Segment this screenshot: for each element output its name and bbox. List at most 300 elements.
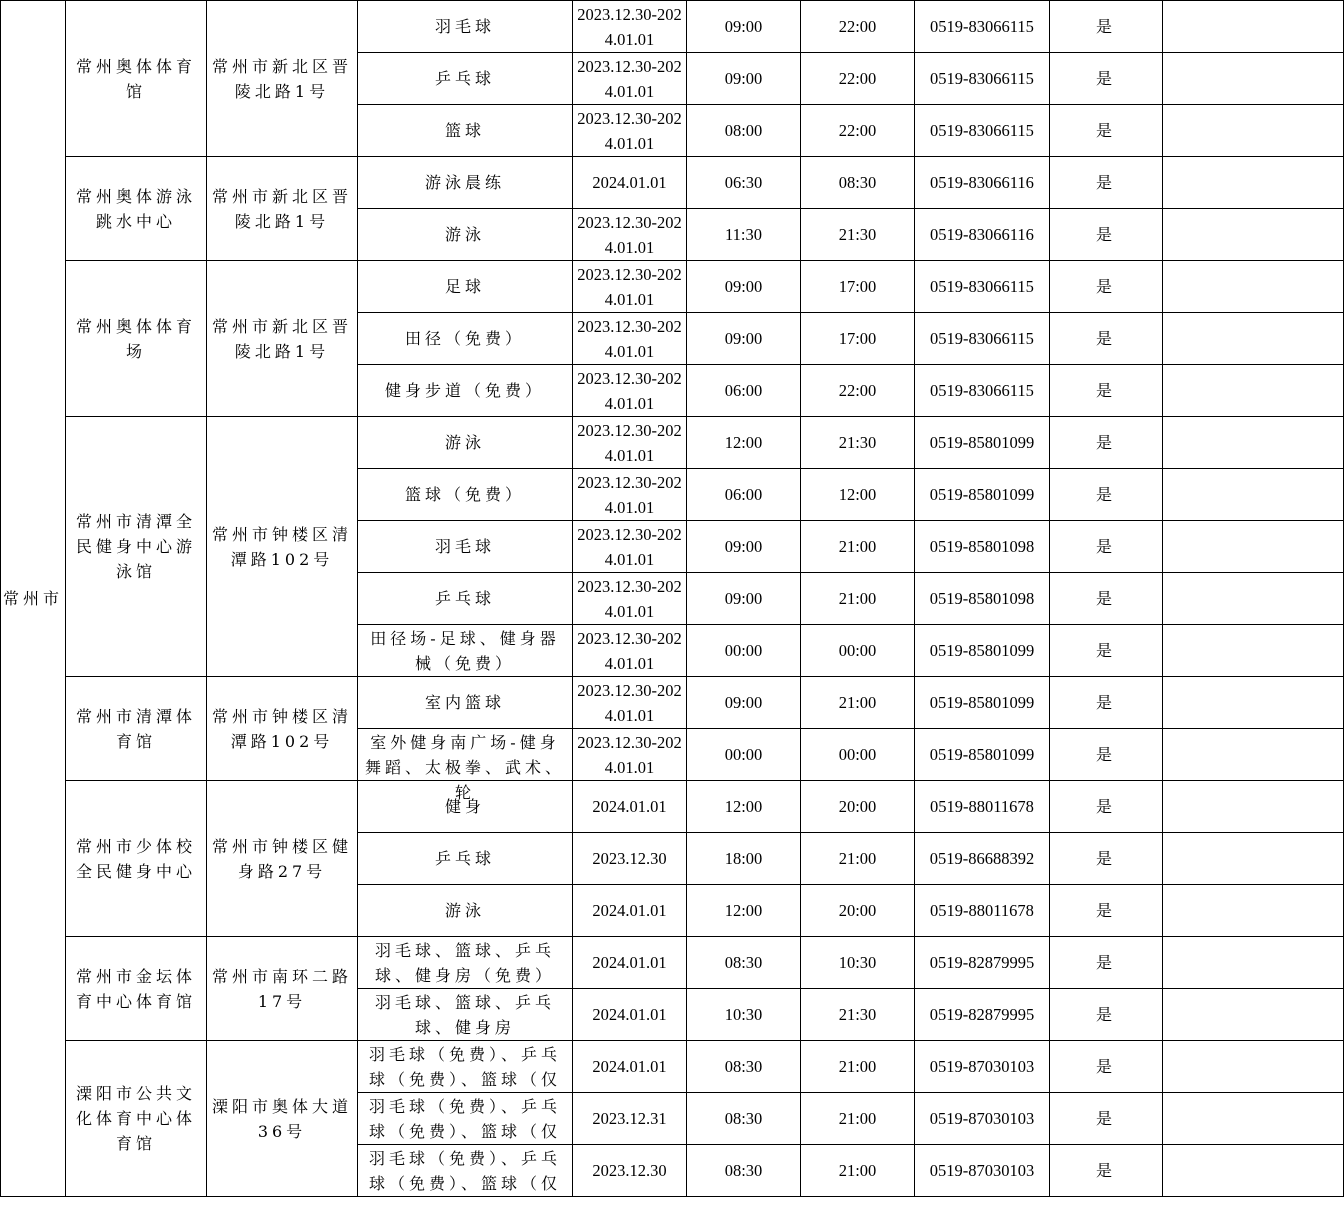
venue-name-cell	[66, 781, 207, 937]
end-time-cell	[801, 53, 915, 105]
end-time-cell-text: 21:30	[838, 433, 877, 452]
date-cell	[573, 105, 687, 157]
phone-cell-text: 0519-85801098	[929, 589, 1035, 608]
open-status-cell	[1050, 781, 1163, 833]
open-status-cell-text: 是	[1095, 797, 1116, 816]
end-time-cell-text: 22:00	[838, 17, 877, 36]
project-cell-text: 足球	[444, 277, 485, 296]
phone-cell	[915, 1145, 1050, 1197]
date-cell	[573, 1, 687, 53]
phone-cell-text: 0519-83066115	[930, 17, 1034, 36]
open-status-cell-text: 是	[1095, 1057, 1116, 1076]
phone-cell	[915, 937, 1050, 989]
start-time-cell-text: 08:30	[724, 1057, 763, 1076]
open-status-cell-text: 是	[1095, 901, 1116, 920]
open-status-cell-text: 是	[1095, 381, 1116, 400]
date-cell	[573, 885, 687, 937]
open-status-cell-text: 是	[1095, 849, 1116, 868]
date-cell-text: 2023.12.30-2024.01.01	[577, 316, 682, 361]
end-time-cell-text: 17:00	[838, 329, 877, 348]
project-cell	[358, 729, 573, 802]
start-time-cell	[687, 1041, 801, 1093]
project-cell-text: 羽毛球	[434, 17, 495, 36]
phone-cell-text: 0519-82879995	[929, 953, 1035, 972]
end-time-cell-text: 21:00	[838, 693, 877, 712]
project-cell	[358, 53, 573, 105]
note-cell	[1163, 105, 1344, 157]
venue-address-cell-text: 常州市南环二路17号	[211, 966, 352, 1011]
end-time-cell-text: 20:00	[838, 797, 877, 816]
table-body	[1, 1, 1344, 1197]
open-status-cell-text: 是	[1095, 121, 1116, 140]
phone-cell	[915, 365, 1050, 417]
project-cell-text: 篮球（免费）	[404, 485, 525, 504]
note-cell	[1163, 885, 1344, 937]
date-cell-text: 2023.12.30-2024.01.01	[577, 472, 682, 517]
open-status-cell	[1050, 365, 1163, 417]
end-time-cell-text: 21:30	[838, 1005, 877, 1024]
venue-address-cell	[207, 1041, 358, 1197]
project-cell	[358, 573, 573, 625]
date-cell-text: 2023.12.30-2024.01.01	[577, 264, 682, 309]
open-status-cell	[1050, 53, 1163, 105]
start-time-cell	[687, 781, 801, 833]
end-time-cell-text: 21:00	[838, 1109, 877, 1128]
open-status-cell	[1050, 261, 1163, 313]
project-cell	[358, 417, 573, 469]
project-cell	[358, 885, 573, 937]
date-cell-text: 2023.12.30-2024.01.01	[577, 524, 682, 569]
phone-cell-text: 0519-85801099	[929, 485, 1035, 504]
note-cell	[1163, 53, 1344, 105]
end-time-cell	[801, 677, 915, 729]
project-cell-text: 篮球	[444, 121, 485, 140]
date-cell	[573, 209, 687, 261]
end-time-cell	[801, 1041, 915, 1093]
open-status-cell-text: 是	[1095, 485, 1116, 504]
venue-address-cell	[207, 677, 358, 781]
start-time-cell-text: 12:00	[724, 901, 763, 920]
start-time-cell	[687, 1093, 801, 1145]
date-cell-text: 2023.12.30-2024.01.01	[577, 680, 682, 725]
open-status-cell-text: 是	[1095, 1161, 1116, 1180]
end-time-cell	[801, 157, 915, 209]
open-status-cell	[1050, 573, 1163, 625]
venue-address-cell	[207, 261, 358, 417]
venue-name-cell-text: 常州奥体体育馆	[75, 56, 196, 101]
start-time-cell	[687, 729, 801, 781]
venue-address-cell	[207, 157, 358, 261]
open-status-cell	[1050, 937, 1163, 989]
project-cell	[358, 937, 573, 989]
venue-address-cell-text: 常州市钟楼区健身路27号	[211, 836, 352, 881]
end-time-cell-text: 21:00	[838, 849, 877, 868]
date-cell	[573, 469, 687, 521]
date-cell	[573, 989, 687, 1041]
date-cell-text: 2023.12.30	[592, 849, 667, 868]
end-time-cell	[801, 573, 915, 625]
table-row	[1, 1041, 1344, 1093]
note-cell	[1163, 365, 1344, 417]
phone-cell-text: 0519-88011678	[930, 797, 1034, 816]
venue-address-cell-text: 常州市新北区晋陵北路1号	[211, 186, 352, 231]
start-time-cell-text: 00:00	[724, 641, 763, 660]
phone-cell	[915, 53, 1050, 105]
date-cell	[573, 313, 687, 365]
start-time-cell-text: 08:30	[724, 1109, 763, 1128]
end-time-cell	[801, 937, 915, 989]
end-time-cell-text: 21:30	[838, 225, 877, 244]
phone-cell	[915, 885, 1050, 937]
date-cell	[573, 625, 687, 677]
date-cell-text: 2024.01.01	[592, 1005, 667, 1024]
open-status-cell	[1050, 833, 1163, 885]
start-time-cell	[687, 989, 801, 1041]
date-cell	[573, 261, 687, 313]
table-row	[1, 677, 1344, 729]
open-status-cell	[1050, 417, 1163, 469]
venue-name-cell	[66, 937, 207, 1041]
start-time-cell	[687, 313, 801, 365]
open-status-cell	[1050, 729, 1163, 781]
project-cell-text: 游泳	[444, 901, 485, 920]
date-cell	[573, 937, 687, 989]
table-row	[1, 781, 1344, 833]
date-cell-text: 2023.12.30-2024.01.01	[577, 4, 682, 49]
note-cell	[1163, 625, 1344, 677]
end-time-cell	[801, 521, 915, 573]
end-time-cell-text: 00:00	[838, 745, 877, 764]
venue-address-cell	[207, 937, 358, 1041]
open-status-cell-text: 是	[1095, 745, 1116, 764]
phone-cell	[915, 989, 1050, 1041]
end-time-cell-text: 22:00	[838, 381, 877, 400]
note-cell	[1163, 157, 1344, 209]
start-time-cell-text: 12:00	[724, 797, 763, 816]
note-cell	[1163, 937, 1344, 989]
open-status-cell	[1050, 1, 1163, 53]
start-time-cell	[687, 417, 801, 469]
open-status-cell	[1050, 469, 1163, 521]
venue-address-cell-text: 常州市钟楼区清潭路102号	[211, 706, 352, 751]
start-time-cell	[687, 157, 801, 209]
project-cell	[358, 1, 573, 53]
start-time-cell	[687, 937, 801, 989]
end-time-cell	[801, 313, 915, 365]
open-status-cell	[1050, 885, 1163, 937]
phone-cell	[915, 1041, 1050, 1093]
start-time-cell	[687, 833, 801, 885]
venue-name-cell	[66, 1, 207, 157]
project-cell-text: 室内篮球	[424, 693, 505, 712]
phone-cell-text: 0519-82879995	[929, 1005, 1035, 1024]
start-time-cell	[687, 521, 801, 573]
note-cell	[1163, 417, 1344, 469]
phone-cell	[915, 1093, 1050, 1145]
project-cell-text: 游泳	[444, 225, 485, 244]
phone-cell	[915, 573, 1050, 625]
venue-address-cell	[207, 1, 358, 157]
phone-cell-text: 0519-87030103	[929, 1057, 1035, 1076]
phone-cell-text: 0519-87030103	[929, 1109, 1035, 1128]
table-row	[1, 261, 1344, 313]
project-cell-text: 田径（免费）	[404, 329, 525, 348]
open-status-cell-text: 是	[1095, 17, 1116, 36]
date-cell	[573, 1145, 687, 1197]
note-cell	[1163, 261, 1344, 313]
date-cell-text: 2023.12.31	[592, 1109, 667, 1128]
project-cell-text: 羽毛球、篮球、乒乓球、健身房（免费）	[374, 940, 555, 985]
end-time-cell	[801, 729, 915, 781]
venue-address-cell	[207, 781, 358, 937]
venue-name-cell-text: 常州市清潭体育馆	[75, 706, 196, 751]
venue-name-cell	[66, 261, 207, 417]
note-cell	[1163, 833, 1344, 885]
start-time-cell	[687, 1, 801, 53]
start-time-cell-text: 06:00	[724, 485, 763, 504]
project-cell-text: 田径场-足球、健身器械（免费）	[370, 628, 560, 673]
date-cell-text: 2024.01.01	[592, 1057, 667, 1076]
phone-cell	[915, 833, 1050, 885]
city-cell-text: 常州市	[2, 589, 63, 608]
phone-cell-text: 0519-83066116	[930, 225, 1034, 244]
start-time-cell	[687, 105, 801, 157]
date-cell-text: 2023.12.30-2024.01.01	[577, 212, 682, 257]
phone-cell-text: 0519-87030103	[929, 1161, 1035, 1180]
project-cell	[358, 989, 573, 1041]
phone-cell	[915, 157, 1050, 209]
phone-cell-text: 0519-86688392	[929, 849, 1035, 868]
phone-cell	[915, 625, 1050, 677]
end-time-cell-text: 22:00	[838, 69, 877, 88]
open-status-cell-text: 是	[1095, 641, 1116, 660]
date-cell-text: 2024.01.01	[592, 797, 667, 816]
open-status-cell-text: 是	[1095, 953, 1116, 972]
open-status-cell	[1050, 1041, 1163, 1093]
start-time-cell	[687, 677, 801, 729]
note-cell	[1163, 573, 1344, 625]
end-time-cell-text: 08:30	[838, 173, 877, 192]
date-cell	[573, 573, 687, 625]
venue-name-cell	[66, 417, 207, 677]
open-status-cell-text: 是	[1095, 537, 1116, 556]
phone-cell-text: 0519-83066115	[930, 329, 1034, 348]
note-cell	[1163, 781, 1344, 833]
open-status-cell-text: 是	[1095, 693, 1116, 712]
phone-cell-text: 0519-83066115	[930, 277, 1034, 296]
date-cell	[573, 157, 687, 209]
project-cell	[358, 833, 573, 885]
project-cell	[358, 365, 573, 417]
start-time-cell-text: 18:00	[724, 849, 763, 868]
venue-name-cell	[66, 157, 207, 261]
date-cell-text: 2024.01.01	[592, 953, 667, 972]
start-time-cell	[687, 53, 801, 105]
venue-name-cell	[66, 1041, 207, 1197]
phone-cell	[915, 729, 1050, 781]
start-time-cell-text: 09:00	[724, 69, 763, 88]
phone-cell	[915, 1, 1050, 53]
note-cell	[1163, 1041, 1344, 1093]
date-cell	[573, 833, 687, 885]
end-time-cell-text: 21:00	[838, 537, 877, 556]
start-time-cell-text: 09:00	[724, 277, 763, 296]
end-time-cell-text: 12:00	[838, 485, 877, 504]
venue-name-cell-text: 常州市清潭全民健身中心游泳馆	[75, 512, 196, 581]
start-time-cell	[687, 365, 801, 417]
date-cell	[573, 53, 687, 105]
project-cell	[358, 209, 573, 261]
start-time-cell-text: 06:30	[724, 173, 763, 192]
start-time-cell-text: 10:30	[724, 1005, 763, 1024]
venue-address-cell-text: 常州市钟楼区清潭路102号	[211, 524, 352, 569]
open-status-cell	[1050, 105, 1163, 157]
open-status-cell	[1050, 157, 1163, 209]
end-time-cell	[801, 833, 915, 885]
phone-cell-text: 0519-88011678	[930, 901, 1034, 920]
start-time-cell-text: 09:00	[724, 537, 763, 556]
date-cell	[573, 1093, 687, 1145]
phone-cell	[915, 417, 1050, 469]
note-cell	[1163, 521, 1344, 573]
note-cell	[1163, 313, 1344, 365]
project-cell-text: 乒乓球	[434, 849, 495, 868]
project-cell	[358, 1041, 573, 1093]
start-time-cell	[687, 625, 801, 677]
start-time-cell	[687, 573, 801, 625]
table-row	[1, 417, 1344, 469]
start-time-cell-text: 12:00	[724, 433, 763, 452]
open-status-cell-text: 是	[1095, 589, 1116, 608]
date-cell-text: 2024.01.01	[592, 173, 667, 192]
phone-cell	[915, 677, 1050, 729]
start-time-cell-text: 08:30	[724, 1161, 763, 1180]
end-time-cell-text: 17:00	[838, 277, 877, 296]
open-status-cell	[1050, 521, 1163, 573]
project-cell-text: 乒乓球	[434, 589, 495, 608]
phone-cell-text: 0519-85801099	[929, 641, 1035, 660]
end-time-cell	[801, 989, 915, 1041]
start-time-cell	[687, 209, 801, 261]
end-time-cell-text: 22:00	[838, 121, 877, 140]
phone-cell	[915, 261, 1050, 313]
project-cell-text: 室外健身南广场-健身舞蹈、太极拳、武术、轮	[364, 732, 565, 802]
date-cell-text: 2024.01.01	[592, 901, 667, 920]
project-cell	[358, 1145, 573, 1197]
venue-address-cell-text: 常州市新北区晋陵北路1号	[211, 56, 352, 101]
date-cell	[573, 781, 687, 833]
project-cell	[358, 625, 573, 677]
phone-cell-text: 0519-83066115	[930, 69, 1034, 88]
open-status-cell	[1050, 1145, 1163, 1197]
project-cell-text: 健身步道（免费）	[384, 381, 545, 400]
phone-cell	[915, 105, 1050, 157]
note-cell	[1163, 677, 1344, 729]
open-status-cell-text: 是	[1095, 1109, 1116, 1128]
end-time-cell-text: 21:00	[838, 1057, 877, 1076]
phone-cell-text: 0519-85801099	[929, 745, 1035, 764]
start-time-cell-text: 08:30	[724, 953, 763, 972]
phone-cell-text: 0519-85801099	[929, 693, 1035, 712]
note-cell	[1163, 1145, 1344, 1197]
start-time-cell-text: 09:00	[724, 17, 763, 36]
date-cell-text: 2023.12.30-2024.01.01	[577, 56, 682, 101]
project-cell	[358, 469, 573, 521]
end-time-cell	[801, 417, 915, 469]
end-time-cell-text: 21:00	[838, 589, 877, 608]
venue-name-cell-text: 常州奥体游泳跳水中心	[75, 186, 196, 231]
phone-cell	[915, 209, 1050, 261]
start-time-cell-text: 06:00	[724, 381, 763, 400]
open-status-cell-text: 是	[1095, 277, 1116, 296]
end-time-cell	[801, 261, 915, 313]
date-cell-text: 2023.12.30-2024.01.01	[577, 628, 682, 673]
open-status-cell	[1050, 209, 1163, 261]
venue-address-cell-text: 溧阳市奥体大道36号	[211, 1096, 352, 1141]
note-cell	[1163, 209, 1344, 261]
table-row	[1, 937, 1344, 989]
venue-name-cell-text: 常州市金坛体育中心体育馆	[75, 966, 196, 1011]
open-status-cell-text: 是	[1095, 225, 1116, 244]
open-status-cell	[1050, 989, 1163, 1041]
phone-cell-text: 0519-85801098	[929, 537, 1035, 556]
end-time-cell	[801, 625, 915, 677]
venue-name-cell-text: 常州奥体体育场	[75, 316, 196, 361]
project-cell-text: 羽毛球、篮球、乒乓球、健身房	[374, 992, 555, 1037]
date-cell-text: 2023.12.30-2024.01.01	[577, 732, 682, 777]
open-status-cell	[1050, 313, 1163, 365]
date-cell	[573, 417, 687, 469]
open-status-cell	[1050, 677, 1163, 729]
project-cell-text: 羽毛球	[434, 537, 495, 556]
date-cell	[573, 677, 687, 729]
date-cell	[573, 521, 687, 573]
venue-address-cell-text: 常州市新北区晋陵北路1号	[211, 316, 352, 361]
start-time-cell	[687, 1145, 801, 1197]
note-cell	[1163, 1, 1344, 53]
project-cell	[358, 521, 573, 573]
date-cell-text: 2023.12.30-2024.01.01	[577, 420, 682, 465]
note-cell	[1163, 729, 1344, 781]
end-time-cell	[801, 105, 915, 157]
city-cell	[1, 1, 66, 1197]
venue-name-cell	[66, 677, 207, 781]
date-cell-text: 2023.12.30-2024.01.01	[577, 108, 682, 153]
start-time-cell-text: 00:00	[724, 745, 763, 764]
date-cell-text: 2023.12.30-2024.01.01	[577, 576, 682, 621]
note-cell	[1163, 1093, 1344, 1145]
end-time-cell	[801, 365, 915, 417]
project-cell-text: 游泳晨练	[424, 173, 505, 192]
date-cell-text: 2023.12.30-2024.01.01	[577, 368, 682, 413]
end-time-cell	[801, 1145, 915, 1197]
project-cell	[358, 313, 573, 365]
date-cell	[573, 365, 687, 417]
project-cell	[358, 677, 573, 729]
start-time-cell-text: 09:00	[724, 329, 763, 348]
table-row	[1, 1, 1344, 53]
project-cell-text: 游泳	[444, 433, 485, 452]
date-cell	[573, 1041, 687, 1093]
end-time-cell	[801, 469, 915, 521]
open-status-cell-text: 是	[1095, 173, 1116, 192]
open-status-cell-text: 是	[1095, 433, 1116, 452]
project-cell-text: 羽毛球（免费）、乒乓球（免费）、篮球（仅	[368, 1148, 561, 1193]
end-time-cell	[801, 1093, 915, 1145]
phone-cell	[915, 521, 1050, 573]
end-time-cell-text: 00:00	[838, 641, 877, 660]
project-cell	[358, 1093, 573, 1145]
